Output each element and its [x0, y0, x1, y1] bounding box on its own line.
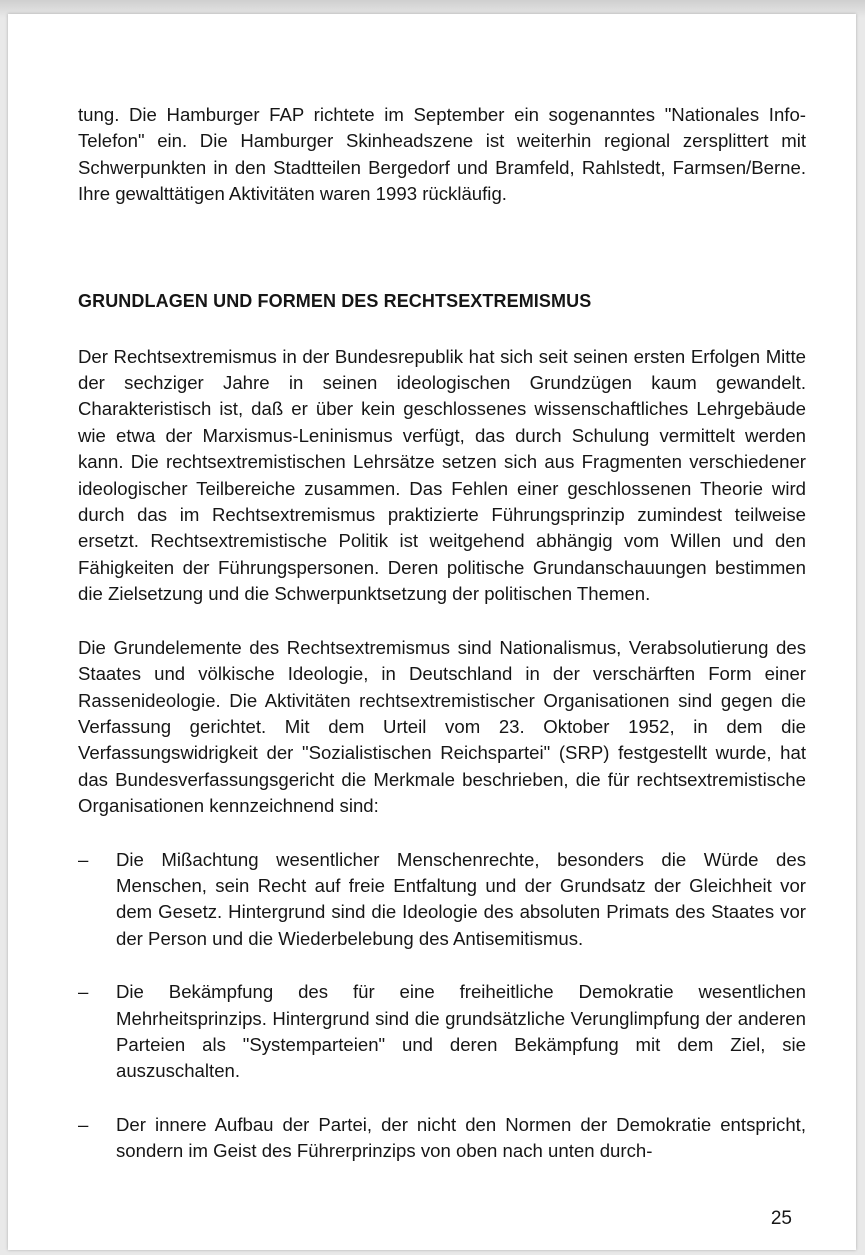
list-item: [78, 1112, 806, 1165]
section-heading: GRUNDLAGEN UND FORMEN DES RECHTSEXTREMISMUS: [78, 290, 592, 311]
page-number: 25: [770, 1208, 792, 1229]
page-content: [78, 102, 806, 1192]
list-item-text: Die Bekämpfung des für eine freiheitliche Demokratie wesentlichen Mehrheitsprinzips. Hintergrund sind die grundsätzliche Verunglimpfung der anderen Parteien als "Systemparteien" und deren Bekämpfung mit dem Ziel, sie auszuschalten.: [116, 981, 806, 1082]
body-paragraph-1: Der Rechtsextremismus in der Bundesrepublik hat sich seit seinen ersten Erfolgen Mitte der sechziger Jahre in seinen ideologischen Grundzügen kaum gewandelt. Charakteristisch ist, daß er über kein geschlossenes wissenschaftliches Lehrgebäude wie etwa der Marxismus-Leninismus verfügt, das durch Schulung vermittelt werden kann. Die rechtsextremistischen Lehrsätze setzen sich aus Fragmenten verschiedener ideologischer Teilbereiche zusammen. Das Fehlen einer geschlossenen Theorie wird durch das im Rechtsextremismus praktizierte Führungsprinzip zumindest teilweise ersetzt. Rechtsextremistische Politik ist weitgehend abhängig vom Willen und den Fähigkeiten der Führungspersonen. Deren politische Grundanschauungen bestimmen die Zielsetzung und die Schwerpunktsetzung der politischen Themen.: [78, 345, 806, 605]
list-item-text: Der innere Aufbau der Partei, der nicht den Normen der Demokratie entspricht, sondern im Geist des Führerprinzips von oben nach unten durch-: [116, 1113, 806, 1162]
document-page: [8, 14, 856, 1250]
body-paragraph-2: Die Grundelemente des Rechtsextremismus sind Nationalismus, Verabsolutierung des Staates und völkische Ideologie, in Deutschland in der verschärften Form einer Rassenideologie. Die Aktivitäten rechtsextremistischer Organisationen sind gegen die Verfassung gerichtet. Mit dem Urteil vom 23. Oktober 1952, in dem die Verfassungswidrigkeit der "Sozialistischen Reichspartei" (SRP) festgestellt wurde, hat das Bundesverfassungsgericht die Merkmale beschrieben, die für rechtsextremistische Organisationen kennzeichnend sind:: [78, 636, 806, 817]
dash-bullet: –: [78, 848, 89, 870]
intro-paragraph: tung. Die Hamburger FAP richtete im September ein sogenanntes "Nationales Info-Telefon" ein. Die Hamburger Skinheadszene ist weiterhin regional zersplittert mit Schwerpunkten in den Stadtteilen Bergedorf und Bramfeld, Rahlstedt, Farmsen/Berne. Ihre gewalttätigen Aktivitäten waren 1993 rückläufig.: [78, 104, 806, 205]
list-item: [78, 979, 806, 1085]
list-item: [78, 847, 806, 953]
dash-bullet: –: [78, 1113, 89, 1135]
criteria-list: [78, 847, 806, 1165]
list-item-text: Die Mißachtung wesentlicher Menschenrechte, besonders die Würde des Menschen, sein Recht auf freie Entfaltung und der Grundsatz der Gleichheit vor dem Gesetz. Hintergrund sind die Ideologie des absoluten Primats des Staates vor der Person und die Wiederbelebung des Antisemitismus.: [116, 848, 806, 949]
dash-bullet: –: [78, 981, 89, 1003]
